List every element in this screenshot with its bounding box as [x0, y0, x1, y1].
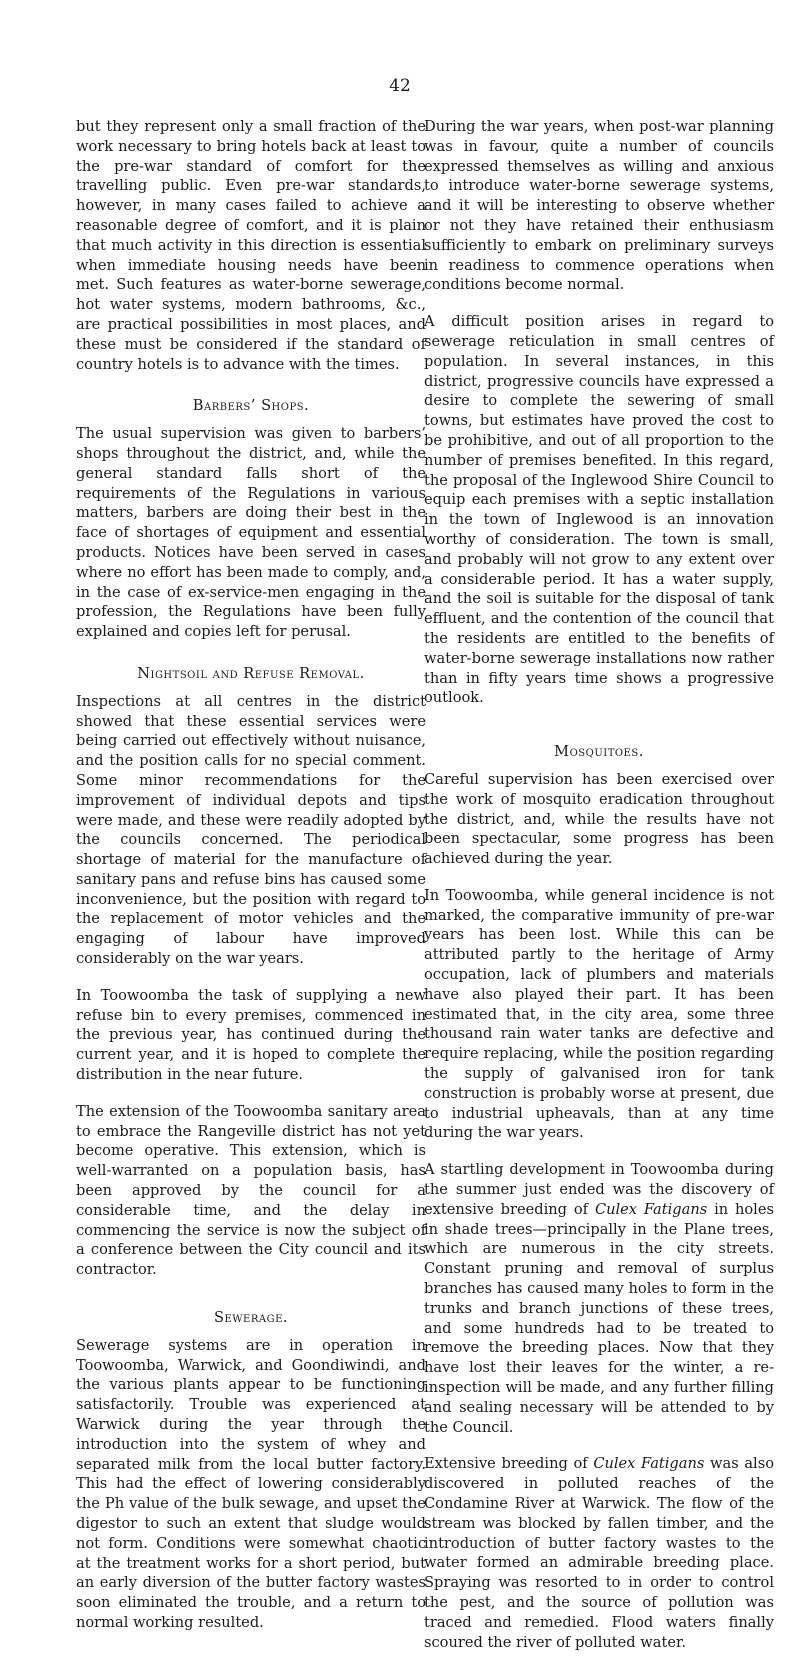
- text-run: in holes in shade trees—principally in the Plane trees, which are numerous in the city streets. Constant pruning and removal of surplus branches has caused many holes to form in the trunks and branch junctions of these trees, and some hundreds had to be treated to remove the breeding places. Now that they have lost their leaves for the winter, a re-inspection will be made, and any further filling and sealing necessary will be attended to by the Council.: [424, 1200, 774, 1436]
- paragraph: The extension of the Toowoomba sanitary area to embrace the Rangeville district has not yet become operative. This extension, which is well-warranted on a population basis, has been approved by the council for a considerable time, and the delay in commencing the service is now the subject of a conference between the City council and its contractor.: [76, 1102, 426, 1279]
- paragraph: In Toowoomba the task of supplying a new refuse bin to every premises, commenced in the previous year, has continued during the current year, and it is hoped to complete the distribution in the near future.: [76, 986, 426, 1084]
- text-run: was also discovered in polluted reaches of the Condamine River at Warwick. The flow of the stream was blocked by fallen timber, and the introduction of butter factory wastes to the water formed an admirable breeding place. Spraying was resorted to in order to control the pest, and the source of pollution was traced and remedied. Flood waters finally scoured the river of polluted water.: [424, 1455, 774, 1651]
- paragraph: A difficult position arises in regard to sewerage reticulation in small centres of population. In several instances, in this district, progressive councils have expressed a desire to complete the sewering of small towns, but estimates have proved the cost to be prohibitive, and out of all proportion to the number of premises benefited. In this regard, the proposal of the Inglewood Shire Council to equip each premises with a septic installation in the town of Inglewood is an innovation worthy of consideration. The town is small, and probably will not grow to any extent over a considerable period. It has a water supply, and the soil is suitable for the disposal of tank effluent, and the contention of the council that the residents are entitled to the benefits of water-borne sewerage installations now rather than in fifty years time shows a progressive outlook.: [424, 313, 774, 707]
- paragraph: Careful supervision has been exercised over the work of mosquito eradication throughout the district, and, while the results have not been spectacular, some progress has been achieved during the year.: [424, 770, 774, 868]
- species-name: Culex Fatigans: [594, 1200, 708, 1218]
- paragraph: Inspections at all centres in the district showed that these essential services were being carried out effectively without nuisance, and the position calls for no special comment. Some minor recommendations for the improvement of individual depots and tips were made, and these were readily adopted by the councils concerned. The periodical shortage of material for the manufacture of sanitary pans and refuse bins has caused some inconvenience, but the position with regard to the replacement of motor vehicles and the engaging of labour have improved considerably on the war years.: [76, 692, 426, 968]
- paragraph: [424, 1160, 774, 1437]
- paragraph: Sewerage systems are in operation in Toowoomba, Warwick, and Goondiwindi, and the various plants appear to be functioning satisfactorily. Trouble was experienced at Warwick during the year through the introduction into the system of whey and separated milk from the local butter factory. This had the effect of lowering considerably the Ph value of the bulk sewage, and upset the digestor to such an extent that sludge would not form. Conditions were somewhat chaotic at the treatment works for a short period, but an early diversion of the butter factory wastes soon eliminated the trouble, and a return to normal working resulted.: [76, 1336, 426, 1631]
- paragraph: During the war years, when post-war planning was in favour, quite a number of councils expressed themselves as willing and anxious to introduce water-borne sewerage systems, and it will be interesting to observe whether or not they have retained their enthusiasm sufficiently to embark on preliminary surveys in readiness to commence operations when conditions become normal.: [424, 118, 774, 294]
- paragraph: In Toowoomba, while general incidence is not marked, the comparative immunity of pre-war years has been lost. While this can be attributed partly to the heritage of Army occupation, lack of plumbers and materials have also played their part. It has been estimated that, in the city area, some three thousand rain water tanks are defective and require replacing, while the position regarding the supply of galvanised iron for tank construction is probably worse at present, due to industrial upheavals, than at any time during the war years.: [424, 886, 774, 1142]
- section-heading-mosquitoes: Mosquitoes.: [554, 743, 644, 761]
- paragraph: [424, 1454, 774, 1652]
- text-run: Extensive breeding of: [424, 1455, 594, 1473]
- paragraph: but they represent only a small fraction of the work necessary to bring hotels back at least to the pre-war standard of comfort for the travelling public. Even pre-war standards, however, in many cases failed to achieve a reasonable degree of comfort, and it is plain that much activity in this direction is essential when immediate housing needs have been met. Such features as water-borne sewerage, hot water systems, modern bathrooms, &c., are practical possibilities in most places, and these must be considered if the standard of country hotels is to advance with the times.: [76, 118, 426, 373]
- section-heading-nightsoil-refuse: Nightsoil and Refuse Removal.: [137, 664, 365, 682]
- section-heading-sewerage: Sewerage.: [213, 1309, 289, 1327]
- paragraph: The usual supervision was given to barbers’ shops throughout the district, and, while the general standard falls short of the requirements of the Regulations in various matters, barbers are doing their best in the face of shortages of equipment and essential products. Notices have been served in cases where no effort has been made to comply, and, in the case of ex-service-men engaging in the profession, the Regulations have been fully explained and copies left for perusal.: [76, 425, 426, 641]
- right-column: [424, 117, 774, 1669]
- section-heading-barbers-shops: Barbers’ Shops.: [192, 397, 310, 415]
- page-number: 42: [389, 76, 411, 96]
- text-run: A startling development in Toowoomba during the summer just ended was the discovery of extensive breeding of: [424, 1161, 774, 1218]
- species-name: Culex Fatigans: [593, 1455, 705, 1473]
- left-column: [76, 117, 426, 1650]
